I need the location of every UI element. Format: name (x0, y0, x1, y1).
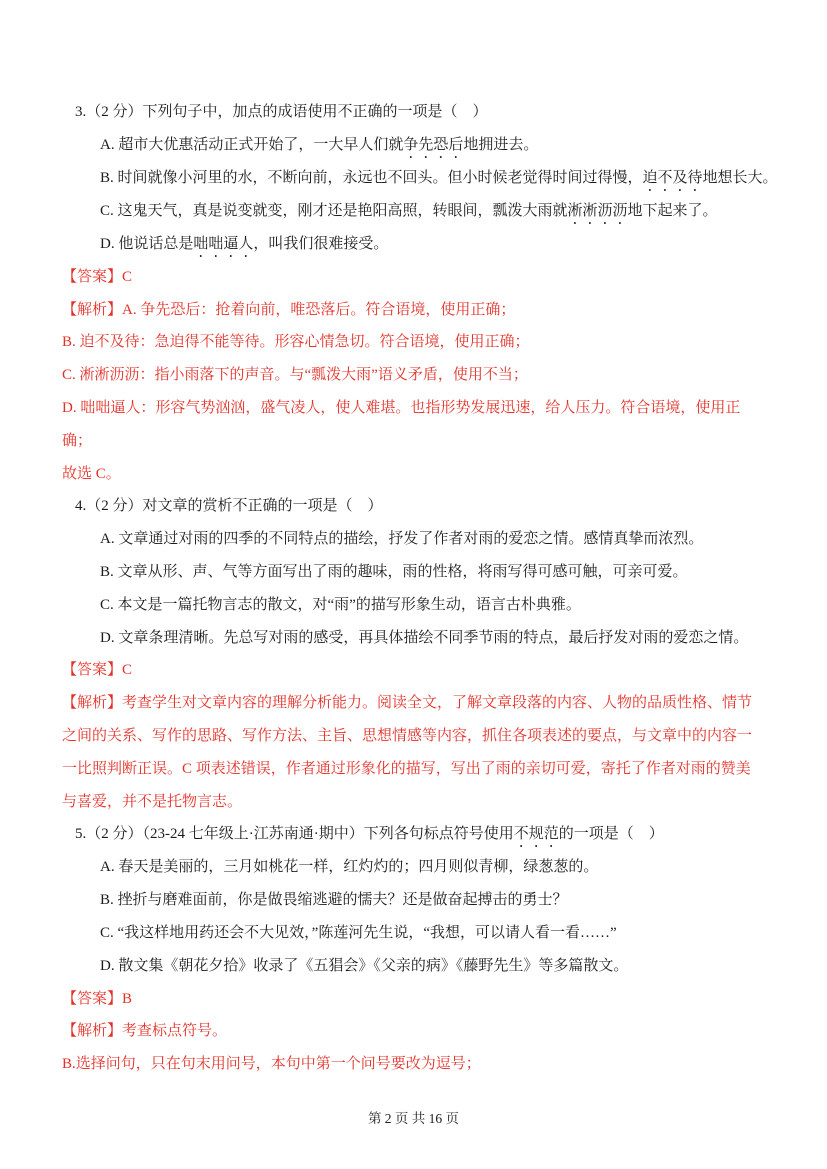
text-segment: 5.（2 分）（23-24 七年级上·江苏南通·期中）下列各句标点符号使用 (75, 826, 514, 843)
question-3-analysis-line: B. 迫不及待：急迫得不能等待。形容心情急切。符合语境，使用正确； (62, 334, 530, 351)
emphasized-text: 不规范 (513, 826, 559, 843)
question-3-option-b (62, 162, 778, 195)
text-segment: 地想长大。 (702, 169, 778, 186)
question-5-option-b: B. 挫折与磨难面前，你是做畏缩逃避的懦夫？还是做奋起搏击的勇士？ (100, 892, 568, 909)
text-segment: 地下起来了。 (627, 202, 718, 219)
text-segment: C. 这鬼天气，真是说变就变，刚才还是艳阳高照，转眼间，瓢泼大雨就 (100, 202, 568, 219)
emphasized-idiom: 争先恐后 (403, 136, 464, 153)
question-5-title (62, 818, 774, 851)
question-5-analysis-line: B.选择问句，只在句末用问号，本句中第一个问号要改为逗号； (62, 1056, 481, 1073)
question-5-option-a: A. 春天是美丽的，三月如桃花一样，红灼灼的；四月则似青柳，绿葱葱的。 (100, 859, 599, 876)
question-5-option-c: C. “我这样地用药还会不大见效，”陈莲河先生说，“我想，可以请人看一看……” (100, 924, 617, 941)
question-3-analysis-line: D. 咄咄逼人：形容气势汹汹，盛气凌人，使人难堪。也指形势发展迅速，给人压力。符合语境，使用正 (62, 399, 741, 416)
question-5-option-d: D. 散文集《朝花夕拾》收录了《五猖会》《父亲的病》《藤野先生》等多篇散文。 (100, 957, 629, 974)
text-segment: ，叫我们很难接受。 (253, 235, 389, 252)
question-4-answer: 【答案】C (62, 662, 133, 679)
question-3-analysis-line: 确； (62, 432, 93, 449)
question-4-option-a: A. 文章通过对雨的四季的不同特点的描绘，抒发了作者对雨的爱恋之情。感情真挚而浓烈。 (100, 531, 704, 548)
question-4-analysis-line: 一比照判断正误。C 项表述错误，作者通过形象化的描写，写出了雨的亲切可爱，寄托了作者对雨的赞美 (62, 760, 751, 777)
page-number-footer: 第 2 页 共 16 页 (367, 1111, 460, 1126)
document-page-content (62, 96, 778, 1081)
question-4-analysis-line: 【解析】考查学生对文章内容的理解分析能力。阅读全文，了解文章段落的内容、人物的品质性格、情节 (62, 695, 753, 712)
emphasized-idiom: 淅淅沥沥 (567, 202, 628, 219)
question-5-analysis-line: 【解析】考查标点符号。 (62, 1023, 228, 1040)
question-3-analysis-line: C. 淅淅沥沥：指小雨落下的声音。与“瓢泼大雨”语义矛盾，使用不当； (62, 367, 528, 384)
text-segment: D. 他说话总是 (100, 235, 194, 252)
text-segment: B. 时间就像小河里的水，不断向前，永远也不回头。但小时候老觉得时间过得慢， (100, 169, 643, 186)
emphasized-idiom: 咄咄逼人 (193, 235, 254, 252)
text-segment: 地拥进去。 (463, 136, 539, 153)
question-4-analysis-line: 之间的关系、写作的思路、写作方法、主旨、思想情感等内容，抓住各项表述的要点，与文章中的内容一 (62, 727, 753, 744)
question-3-answer: 【答案】C (62, 268, 133, 285)
text-segment: A. 超市大优惠活动正式开始了，一大早人们就 (100, 136, 404, 153)
question-4-analysis-line: 与喜爱，并不是托物言志。 (62, 793, 243, 810)
question-4-option-d: D. 文章条理清晰。先总写对雨的感受，再具体描绘不同季节雨的特点，最后抒发对雨的爱恋之情。 (100, 629, 749, 646)
question-4-option-b: B. 文章从形、声、气等方面写出了雨的趣味，雨的性格，将雨写得可感可触，可亲可爱。 (100, 563, 688, 580)
emphasized-idiom: 迫不及待 (642, 169, 703, 186)
text-segment: 的一项是（ ） (558, 826, 664, 843)
question-5-answer: 【答案】B (62, 990, 133, 1007)
question-4-option-c: C. 本文是一篇托物言志的散文，对“雨”的描写形象生动，语言古朴典雅。 (100, 596, 581, 613)
question-3-option-c (62, 195, 774, 228)
question-3-title: 3.（2 分）下列句子中，加点的成语使用不正确的一项是（ ） (75, 104, 488, 120)
question-4-title: 4.（2 分）对文章的赏析不正确的一项是（ ） (75, 498, 383, 515)
question-3-option-a (62, 129, 774, 162)
question-3-option-d (62, 228, 774, 261)
question-3-analysis-conclusion: 故选 C。 (62, 465, 121, 482)
question-3-analysis-line: 【解析】A. 争先恐后：抢着向前，唯恐落后。符合语境，使用正确； (62, 301, 516, 318)
